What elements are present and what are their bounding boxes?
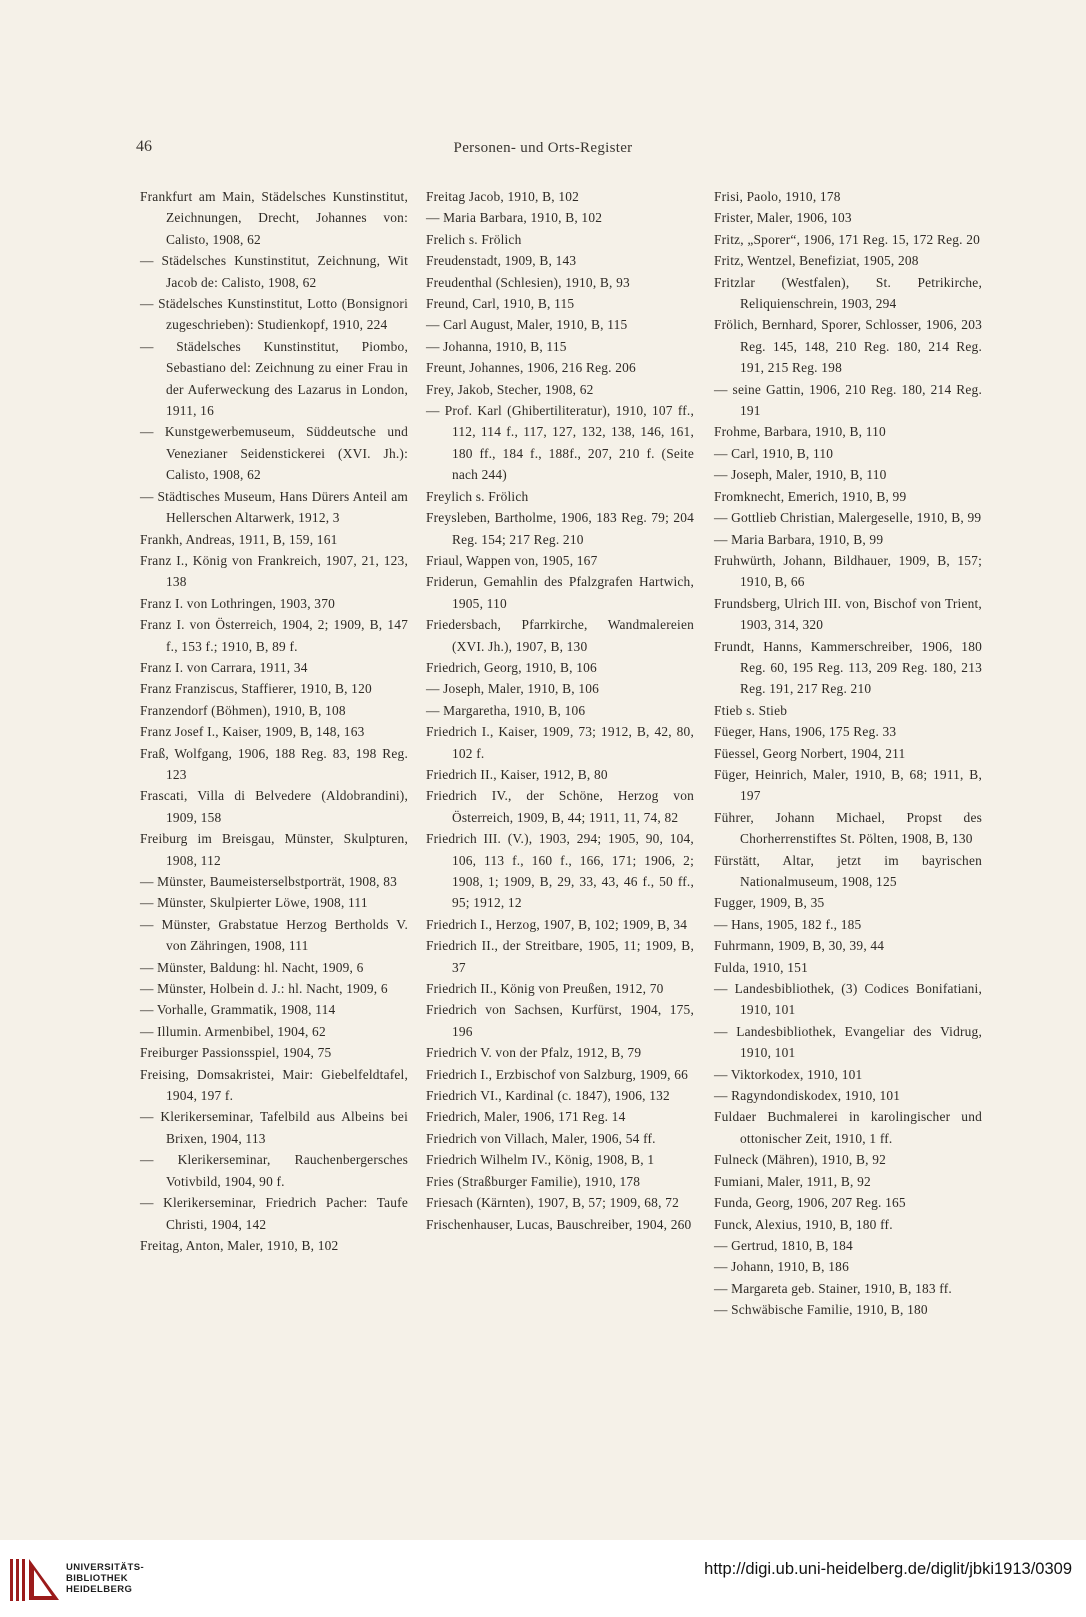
source-url-link[interactable]: http://digi.ub.uni-heidelberg.de/diglit/jbki1913/0309 bbox=[704, 1560, 1072, 1578]
index-entry: Frundt, Hanns, Kammerschreiber, 1906, 180 Reg. 60, 195 Reg. 113, 209 Reg. 180, 213 Reg. 191, 217 Reg. 210 bbox=[714, 638, 982, 697]
index-entry: Frankh, Andreas, 1911, B, 159, 161 bbox=[140, 531, 338, 547]
index-entry: — Münster, Skulpierter Löwe, 1908, 111 bbox=[140, 895, 368, 911]
index-entry: — Städelsches Kunstinstitut, Piombo, Sebastiano del: Zeichnung zu einer Frau in der Auferweckung des Lazarus in London, 1911, 16 bbox=[140, 338, 408, 419]
index-entry: — Kunstgewerbemuseum, Süddeutsche und Venezianer Seidenstickerei (XVI. Jh.): Calisto, 1908, 62 bbox=[140, 424, 408, 483]
index-entry: Friedrich II., König von Preußen, 1912, 70 bbox=[426, 981, 664, 997]
index-entry: — Gottlieb Christian, Malergeselle, 1910, B, 99 bbox=[714, 510, 982, 526]
index-entry: Fürstätt, Altar, jetzt im bayrischen Nationalmuseum, 1908, 125 bbox=[714, 852, 982, 889]
index-entry: Freising, Domsakristei, Mair: Giebelfeldtafel, 1904, 197 f. bbox=[140, 1066, 408, 1104]
library-name-line-3: HEIDELBERG bbox=[66, 1584, 133, 1595]
index-entry: Fumiani, Maler, 1911, B, 92 bbox=[714, 1173, 871, 1189]
index-entry: Füeger, Hans, 1906, 175 Reg. 33 bbox=[714, 724, 897, 740]
index-entry: — Landesbibliothek, Evangeliar des Vidrug, 1910, 101 bbox=[714, 1023, 982, 1061]
index-entry: Friedrich I., Kaiser, 1909, 73; 1912, B, 42, 80, 102 f. bbox=[426, 724, 694, 761]
index-entry: Fulneck (Mähren), 1910, B, 92 bbox=[714, 1152, 887, 1168]
index-entry: Frankfurt am Main, Städelsches Kunstinstitut, Zeichnungen, Drecht, Johannes von: Calisto, 1908, 62 bbox=[140, 189, 408, 247]
index-entry: Funda, Georg, 1906, 207 Reg. 165 bbox=[714, 1195, 906, 1211]
index-entry: Füessel, Georg Norbert, 1904, 211 bbox=[714, 745, 906, 761]
index-entry: Franz I. von Österreich, 1904, 2; 1909, B, 147 f., 153 f.; 1910, B, 89 f. bbox=[140, 617, 408, 654]
index-entry: — Schwäbische Familie, 1910, B, 180 bbox=[714, 1302, 928, 1318]
index-entry: Fruhwürth, Johann, Bildhauer, 1909, B, 157; 1910, B, 66 bbox=[714, 552, 982, 590]
index-entry: — Städtisches Museum, Hans Dürers Anteil am Hellerschen Altarwerk, 1912, 3 bbox=[140, 488, 408, 526]
index-entry: Friaul, Wappen von, 1905, 167 bbox=[426, 552, 598, 568]
index-entry: Frelich s. Frölich bbox=[426, 231, 522, 247]
running-title: Personen- und Orts-Register bbox=[453, 140, 633, 156]
index-entry: — Münster, Holbein d. J.: hl. Nacht, 1909, 6 bbox=[140, 981, 388, 997]
index-entry: Friedrich IV., der Schöne, Herzog von Österreich, 1909, B, 44; 1911, 11, 74, 82 bbox=[426, 788, 694, 825]
index-entry: — Klerikerseminar, Friedrich Pacher: Taufe Christi, 1904, 142 bbox=[140, 1195, 408, 1232]
index-entry: Friesach (Kärnten), 1907, B, 57; 1909, 68, 72 bbox=[426, 1195, 679, 1211]
index-entry: Friedrich V. von der Pfalz, 1912, B, 79 bbox=[426, 1045, 642, 1061]
index-entry: — Münster, Grabstatue Herzog Bertholds V. von Zähringen, 1908, 111 bbox=[140, 916, 408, 954]
index-entry: Freitag Jacob, 1910, B, 102 bbox=[426, 189, 580, 204]
index-entry: Friedrich von Villach, Maler, 1906, 54 ff. bbox=[426, 1130, 656, 1146]
index-entry: — Joseph, Maler, 1910, B, 106 bbox=[426, 681, 600, 697]
index-entry: Fuldaer Buchmalerei in karolingischer und ottonischer Zeit, 1910, 1 ff. bbox=[714, 1109, 982, 1146]
index-entry: — Klerikerseminar, Rauchenbergersches Votivbild, 1904, 90 f. bbox=[140, 1152, 408, 1189]
index-entry: Fuhrmann, 1909, B, 30, 39, 44 bbox=[714, 938, 885, 954]
index-entry: Frundsberg, Ulrich III. von, Bischof von Trient, 1903, 314, 320 bbox=[714, 595, 982, 633]
index-entry: Freitag, Anton, Maler, 1910, B, 102 bbox=[140, 1237, 339, 1253]
index-entry: — Gertrud, 1810, B, 184 bbox=[714, 1237, 853, 1253]
index-entry: — Carl August, Maler, 1910, B, 115 bbox=[426, 317, 628, 333]
index-entry: — Münster, Baumeisterselbstporträt, 1908, 83 bbox=[140, 874, 398, 889]
library-name bbox=[66, 1562, 144, 1595]
index-entry: Fritz, „Sporer“, 1906, 171 Reg. 15, 172 Reg. 20 bbox=[714, 231, 981, 247]
index-column-1 bbox=[140, 186, 408, 1256]
university-library-logo-icon bbox=[8, 1556, 62, 1604]
index-entry: — Hans, 1905, 182 f., 185 bbox=[714, 916, 862, 932]
index-entry: Franz Josef I., Kaiser, 1909, B, 148, 163 bbox=[140, 724, 365, 740]
index-entry: — Viktorkodex, 1910, 101 bbox=[714, 1066, 863, 1082]
index-entry: Frölich, Bernhard, Sporer, Schlosser, 1906, 203 Reg. 145, 148, 210 Reg. 180, 214 Reg. 191, 215 Reg. 198 bbox=[714, 317, 982, 376]
index-entry: Friderun, Gemahlin des Pfalzgrafen Hartwich, 1905, 110 bbox=[426, 574, 694, 611]
index-entry: — Johanna, 1910, B, 115 bbox=[426, 338, 567, 354]
index-entry: Fritz, Wentzel, Benefiziat, 1905, 208 bbox=[714, 253, 919, 269]
index-entry: — Joseph, Maler, 1910, B, 110 bbox=[714, 467, 887, 483]
index-entry: Funck, Alexius, 1910, B, 180 ff. bbox=[714, 1216, 893, 1232]
index-entry: Freiburg im Breisgau, Münster, Skulpturen, 1908, 112 bbox=[140, 831, 408, 868]
library-name-line-1: UNIVERSITÄTS- bbox=[66, 1562, 145, 1573]
index-entry: Franzendorf (Böhmen), 1910, B, 108 bbox=[140, 702, 346, 718]
index-entry: — Johann, 1910, B, 186 bbox=[714, 1259, 849, 1275]
index-entry: — Klerikerseminar, Tafelbild aus Albeins bei Brixen, 1904, 113 bbox=[140, 1109, 408, 1146]
index-entry: — Margaretha, 1910, B, 106 bbox=[426, 702, 586, 718]
index-entry: Friedrich II., Kaiser, 1912, B, 80 bbox=[426, 766, 608, 782]
index-entry: — Maria Barbara, 1910, B, 99 bbox=[714, 531, 884, 547]
index-entry: Freylich s. Frölich bbox=[426, 488, 529, 504]
index-entry: — Ragyndondiskodex, 1910, 101 bbox=[714, 1088, 901, 1104]
index-entry: — seine Gattin, 1906, 210 Reg. 180, 214 Reg. 191 bbox=[714, 381, 982, 419]
index-entry: Freunt, Johannes, 1906, 216 Reg. 206 bbox=[426, 360, 636, 376]
index-entry: Frisi, Paolo, 1910, 178 bbox=[714, 189, 841, 204]
index-entry: Friedrich I., Herzog, 1907, B, 102; 1909, B, 34 bbox=[426, 916, 688, 932]
index-entry: Freudenstadt, 1909, B, 143 bbox=[426, 253, 577, 269]
index-entry: Franz I. von Carrara, 1911, 34 bbox=[140, 659, 308, 675]
index-entry: Franz I. von Lothringen, 1903, 370 bbox=[140, 595, 335, 611]
index-entry: — Landesbibliothek, (3) Codices Bonifatiani, 1910, 101 bbox=[714, 981, 982, 1018]
index-entry: — Vorhalle, Grammatik, 1908, 114 bbox=[140, 1002, 336, 1018]
index-entry: Frister, Maler, 1906, 103 bbox=[714, 210, 852, 226]
index-entry: Frohme, Barbara, 1910, B, 110 bbox=[714, 424, 886, 440]
index-entry: Friedrich Wilhelm IV., König, 1908, B, 1 bbox=[426, 1152, 655, 1168]
index-entry: — Städelsches Kunstinstitut, Lotto (Bonsignori zugeschrieben): Studienkopf, 1910, 224 bbox=[140, 296, 408, 333]
index-entry: Ftieb s. Stieb bbox=[714, 702, 788, 718]
index-entry: Friedrich III. (V.), 1903, 294; 1905, 90, 104, 106, 113 f., 160 f., 166, 171; 1906, 2; 1908, 1; 1909, B, 29, 33, 43, 46 f., 50 ff., 95; 1912, 12 bbox=[426, 831, 694, 911]
index-entry: Franz Franziscus, Staffierer, 1910, B, 120 bbox=[140, 681, 372, 697]
index-entry: — Münster, Baldung: hl. Nacht, 1909, 6 bbox=[140, 959, 364, 975]
index-entry: Friedersbach, Pfarrkirche, Wandmalereien (XVI. Jh.), 1907, B, 130 bbox=[426, 617, 694, 654]
index-entry: Freysleben, Bartholme, 1906, 183 Reg. 79; 204 Reg. 154; 217 Reg. 210 bbox=[426, 510, 694, 547]
index-entry: Fromknecht, Emerich, 1910, B, 99 bbox=[714, 488, 907, 504]
index-entry: — Maria Barbara, 1910, B, 102 bbox=[426, 210, 603, 226]
index-entry: Fulda, 1910, 151 bbox=[714, 959, 808, 975]
index-entry: Frascati, Villa di Belvedere (Aldobrandini), 1909, 158 bbox=[140, 788, 408, 825]
index-entry: Friedrich, Georg, 1910, B, 106 bbox=[426, 659, 597, 675]
index-entry: Friedrich von Sachsen, Kurfürst, 1904, 175, 196 bbox=[426, 1002, 694, 1039]
index-entry: Frey, Jakob, Stecher, 1908, 62 bbox=[426, 381, 594, 397]
index-entry: Fugger, 1909, B, 35 bbox=[714, 895, 825, 911]
index-entry: Freiburger Passionsspiel, 1904, 75 bbox=[140, 1045, 332, 1061]
index-column-3 bbox=[714, 186, 982, 1321]
index-entry: — Margareta geb. Stainer, 1910, B, 183 ff. bbox=[714, 1280, 952, 1296]
index-entry: Fraß, Wolfgang, 1906, 188 Reg. 83, 198 Reg. 123 bbox=[140, 745, 408, 782]
index-column-2 bbox=[426, 186, 694, 1235]
library-footer bbox=[0, 1540, 1086, 1617]
index-entry: — Prof. Karl (Ghibertiliteratur), 1910, 107 ff., 112, 114 f., 117, 127, 132, 138, 146, 161, 180 ff., 184 f., 188f., 207, 210 f. (Seite nach 244) bbox=[426, 403, 694, 483]
index-entry: Friedrich, Maler, 1906, 171 Reg. 14 bbox=[426, 1109, 626, 1125]
index-entry: Freudenthal (Schlesien), 1910, B, 93 bbox=[426, 274, 630, 290]
index-entry: — Illumin. Armenbibel, 1904, 62 bbox=[140, 1023, 326, 1039]
index-entry: Frischenhauser, Lucas, Bauschreiber, 1904, 260 bbox=[426, 1216, 692, 1232]
index-entry: Friedrich I., Erzbischof von Salzburg, 1909, 66 bbox=[426, 1066, 689, 1082]
index-entry: Franz I., König von Frankreich, 1907, 21, 123, 138 bbox=[140, 552, 408, 590]
index-entry: Fries (Straßburger Familie), 1910, 178 bbox=[426, 1173, 641, 1189]
index-entry: Füger, Heinrich, Maler, 1910, B, 68; 1911, B, 197 bbox=[714, 766, 982, 804]
index-entry: — Städelsches Kunstinstitut, Zeichnung, Wit Jacob de: Calisto, 1908, 62 bbox=[140, 253, 408, 290]
page-number: 46 bbox=[136, 138, 152, 155]
index-entry: — Carl, 1910, B, 110 bbox=[714, 445, 834, 461]
index-entry: Fritzlar (Westfalen), St. Petrikirche, Reliquienschrein, 1903, 294 bbox=[714, 274, 982, 312]
index-entry: Friedrich VI., Kardinal (c. 1847), 1906, 132 bbox=[426, 1088, 670, 1104]
index-entry: Friedrich II., der Streitbare, 1905, 11; 1909, B, 37 bbox=[426, 938, 694, 975]
index-entry: Freund, Carl, 1910, B, 115 bbox=[426, 296, 575, 312]
library-name-line-2: BIBLIOTHEK bbox=[66, 1573, 129, 1584]
index-entry: Führer, Johann Michael, Propst des Chorherrenstiftes St. Pölten, 1908, B, 130 bbox=[714, 809, 982, 847]
